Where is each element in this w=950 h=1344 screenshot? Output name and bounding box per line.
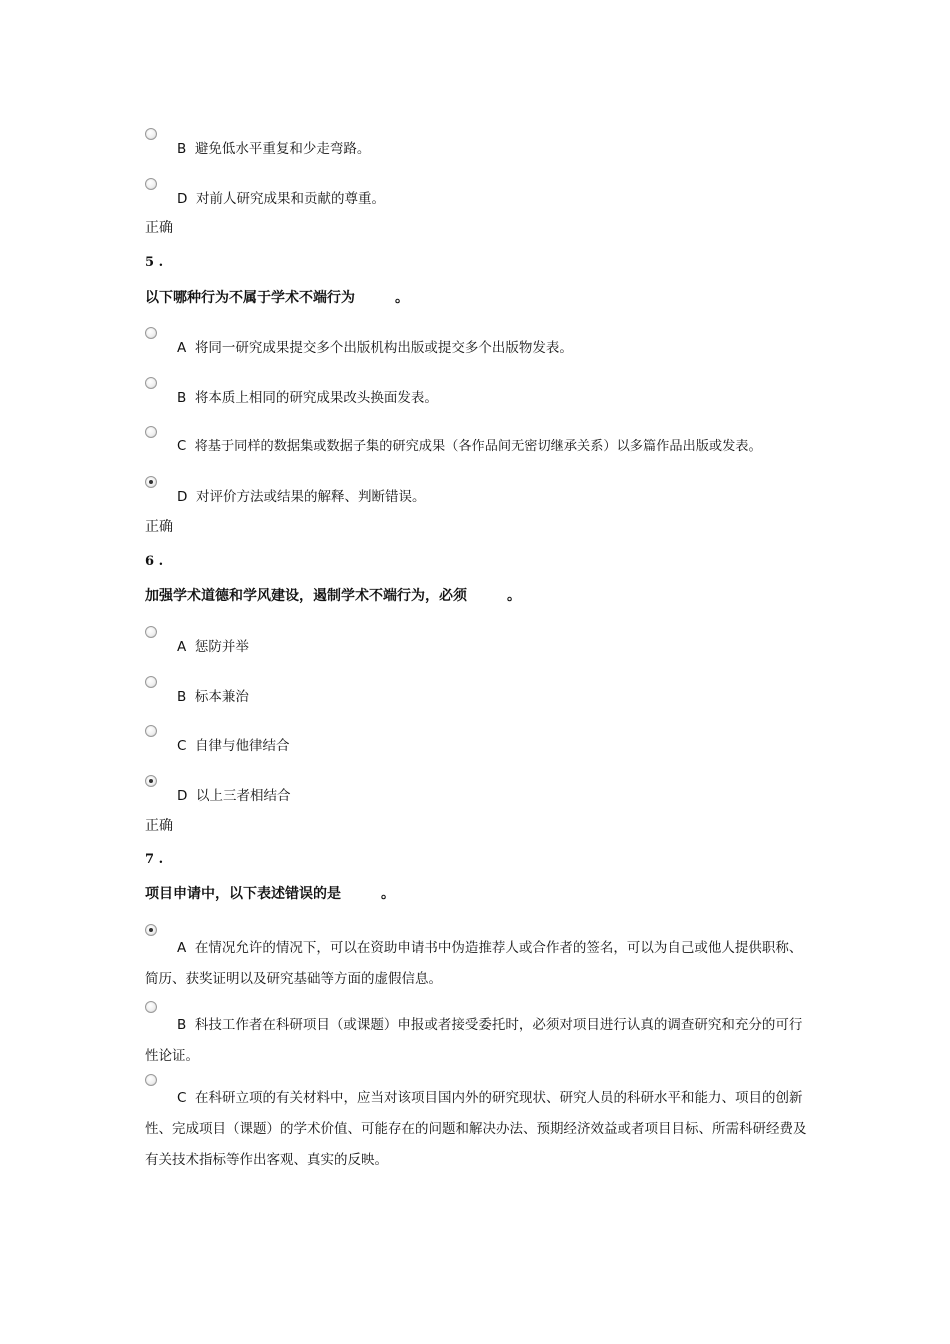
q6-stem-text: 加强学术道德和学风建设，遏制学术不端行为，必须 (145, 588, 467, 604)
option-letter: B (177, 141, 187, 157)
option-letter: B (177, 390, 187, 406)
option-text: 将基于同样的数据集或数据子集的研究成果（各作品间无密切继承关系）以多篇作品出版或发表。 (194, 439, 762, 454)
option-text: 避免低水平重复和少走弯路。 (194, 141, 371, 157)
option-text: 在情况允许的情况下，可以在资助申请书中伪造推荐人或合作者的签名，可以为自己或他人提供职称、简历、获奖证明以及研究基础等方面的虚假信息。 (145, 940, 803, 987)
radio-button-selected[interactable] (145, 775, 157, 787)
option-text: 在科研立项的有关材料中，应当对该项目国内外的研究现状、研究人员的科研水平和能力、项目的创新性、完成项目（课题）的学术价值、可能存在的问题和解决办法、预期经济效益或者项目目标、所需科研经费及有关技术指标等作出客观、真实的反映。 (145, 1090, 807, 1168)
radio-button[interactable] (145, 725, 157, 737)
option-text: 以上三者相结合 (196, 788, 291, 804)
q5-stem (145, 289, 409, 307)
q7-stem-text: 项目申请中，以下表述错误的是 (145, 886, 341, 902)
radio-button[interactable] (145, 426, 157, 438)
option-text: 科技工作者在科研项目（或课题）申报或者接受委托时，必须对项目进行认真的调查研究和充分的可行性论证。 (145, 1017, 803, 1064)
option-letter: B (177, 689, 187, 705)
option-letter: C (177, 439, 187, 454)
q6-stem-end: 。 (507, 588, 521, 604)
radio-button[interactable] (145, 377, 157, 389)
option-text: 标本兼治 (194, 689, 249, 705)
q7-stem (145, 885, 395, 903)
radio-button[interactable] (145, 676, 157, 688)
option-text: 自律与他律结合 (195, 738, 290, 754)
q5-result-status: 正确 (145, 519, 173, 535)
option-text: 将同一研究成果提交多个出版机构出版或提交多个出版物发表。 (194, 340, 573, 356)
option-text: 对前人研究成果和贡献的尊重。 (196, 191, 385, 207)
option-text: 将本质上相同的研究成果改头换面发表。 (194, 390, 438, 406)
q5-stem-text: 以下哪种行为不属于学术不端行为 (145, 290, 355, 306)
q7-number: 7 . (145, 852, 164, 867)
q6-number: 6 . (145, 554, 164, 569)
radio-button[interactable] (145, 626, 157, 638)
option-letter: D (177, 191, 188, 207)
q7-stem-end: 。 (381, 886, 395, 902)
option-letter: A (177, 940, 187, 956)
option-letter: B (177, 1017, 187, 1033)
radio-button[interactable] (145, 327, 157, 339)
option-letter: D (177, 489, 188, 505)
option-letter: C (177, 1090, 187, 1106)
radio-button[interactable] (145, 178, 157, 190)
q5-number: 5 . (145, 255, 164, 270)
q6-result-status: 正确 (145, 818, 173, 834)
option-text: 惩防并举 (194, 639, 249, 655)
q4-result-status: 正确 (145, 220, 173, 236)
q5-stem-end: 。 (395, 290, 409, 306)
option-letter: A (177, 340, 187, 356)
option-letter: C (177, 738, 187, 754)
radio-button-selected[interactable] (145, 476, 157, 488)
option-letter: A (177, 639, 187, 655)
option-letter: D (177, 788, 188, 804)
q6-stem (145, 587, 521, 605)
radio-button[interactable] (145, 128, 157, 140)
option-text: 对评价方法或结果的解释、判断错误。 (196, 489, 426, 505)
